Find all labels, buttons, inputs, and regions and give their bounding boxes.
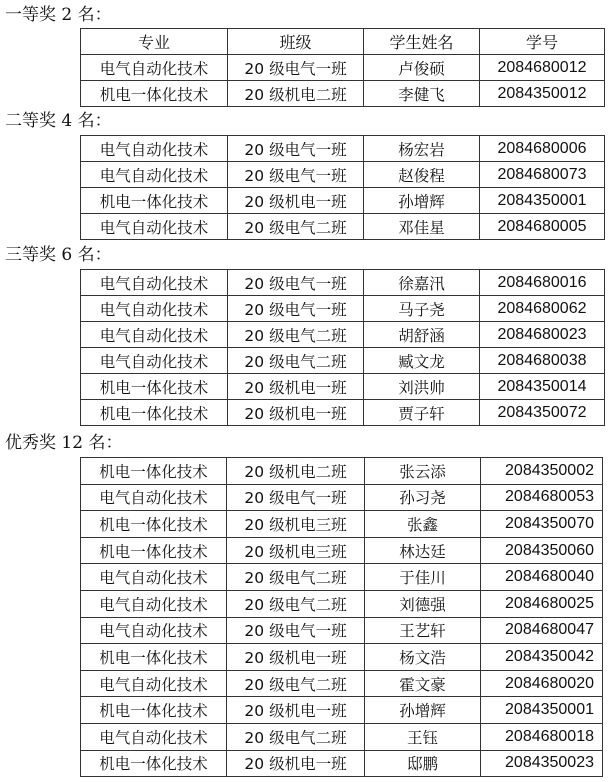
cell-class: 20 级机电一班 xyxy=(228,188,364,214)
column-header-class: 班级 xyxy=(228,29,364,55)
cell-student-id: 2084350014 xyxy=(480,374,605,400)
cell-student-id: 2084350072 xyxy=(480,400,605,426)
cell-major: 电气自动化技术 xyxy=(81,590,227,617)
column-header-student-name: 学生姓名 xyxy=(364,29,480,55)
cell-class: 20 级机电三班 xyxy=(227,537,365,564)
cell-student-id: 2084680018 xyxy=(481,723,603,750)
table-row xyxy=(81,400,605,426)
table-row xyxy=(81,458,603,485)
cell-class: 20 级机电一班 xyxy=(227,750,365,777)
cell-student-id: 2084350001 xyxy=(480,188,605,214)
table-row xyxy=(81,484,603,511)
table-row xyxy=(81,697,603,724)
cell-major: 电气自动化技术 xyxy=(81,617,227,644)
cell-class: 20 级电气一班 xyxy=(228,296,364,322)
cell-student-name: 孙增辉 xyxy=(365,697,481,724)
cell-major: 机电一体化技术 xyxy=(81,400,228,426)
cell-student-name: 卢俊硕 xyxy=(364,55,480,81)
table-row xyxy=(81,296,605,322)
cell-student-id: 2084680012 xyxy=(480,55,605,81)
third-prize-table xyxy=(80,269,605,426)
table-row xyxy=(81,723,603,750)
cell-student-name: 林达廷 xyxy=(365,537,481,564)
cell-major: 机电一体化技术 xyxy=(81,458,227,485)
cell-major: 机电一体化技术 xyxy=(81,644,227,671)
cell-student-name: 赵俊程 xyxy=(364,162,480,188)
cell-major: 电气自动化技术 xyxy=(81,484,227,511)
cell-major: 电气自动化技术 xyxy=(81,162,228,188)
cell-student-id: 2084680005 xyxy=(480,214,605,240)
table-row xyxy=(81,511,603,538)
table-row xyxy=(81,617,603,644)
cell-major: 机电一体化技术 xyxy=(81,750,227,777)
cell-class: 20 级机电一班 xyxy=(227,644,365,671)
cell-major: 电气自动化技术 xyxy=(81,564,227,591)
cell-student-id: 2084680020 xyxy=(481,670,603,697)
second-prize-table xyxy=(80,135,605,240)
cell-student-id: 2084680040 xyxy=(481,564,603,591)
cell-student-id: 2084680025 xyxy=(481,590,603,617)
table-row xyxy=(81,188,605,214)
merit-award-heading: 优秀奖 12 名： xyxy=(5,433,123,453)
column-header-major: 专业 xyxy=(81,29,228,55)
cell-student-name: 李健飞 xyxy=(364,81,480,107)
cell-major: 机电一体化技术 xyxy=(81,537,227,564)
cell-class: 20 级电气一班 xyxy=(227,617,365,644)
cell-student-id: 2084350042 xyxy=(481,644,603,671)
third-prize-heading: 三等奖 6 名： xyxy=(5,245,112,265)
cell-class: 20 级电气一班 xyxy=(227,484,365,511)
cell-student-id: 2084680006 xyxy=(480,136,605,162)
cell-student-name: 胡舒涵 xyxy=(364,322,480,348)
cell-class: 20 级机电三班 xyxy=(227,511,365,538)
table-row xyxy=(81,322,605,348)
cell-student-id: 2084350012 xyxy=(480,81,605,107)
cell-class: 20 级电气二班 xyxy=(228,348,364,374)
cell-student-id: 2084350001 xyxy=(481,697,603,724)
cell-class: 20 级机电二班 xyxy=(227,458,365,485)
cell-class: 20 级电气二班 xyxy=(227,564,365,591)
cell-student-name: 刘洪帅 xyxy=(364,374,480,400)
cell-major: 电气自动化技术 xyxy=(81,214,228,240)
cell-major: 机电一体化技术 xyxy=(81,511,227,538)
merit-award-table xyxy=(80,457,603,777)
cell-student-id: 2084680073 xyxy=(480,162,605,188)
column-header-student-id: 学号 xyxy=(480,29,605,55)
cell-class: 20 级机电一班 xyxy=(228,400,364,426)
table-row xyxy=(81,136,605,162)
cell-class: 20 级电气一班 xyxy=(228,270,364,296)
cell-class: 20 级机电一班 xyxy=(227,697,365,724)
table-header-row xyxy=(81,29,605,55)
cell-student-id: 2084680062 xyxy=(480,296,605,322)
table-row xyxy=(81,670,603,697)
cell-student-id: 2084680023 xyxy=(480,322,605,348)
cell-major: 机电一体化技术 xyxy=(81,374,228,400)
table-row xyxy=(81,537,603,564)
table-row xyxy=(81,214,605,240)
cell-major: 电气自动化技术 xyxy=(81,296,228,322)
cell-student-name: 马子尧 xyxy=(364,296,480,322)
cell-student-id: 2084350070 xyxy=(481,511,603,538)
cell-major: 机电一体化技术 xyxy=(81,697,227,724)
cell-student-id: 2084680016 xyxy=(480,270,605,296)
first-prize-heading: 一等奖 2 名： xyxy=(5,5,112,25)
cell-student-name: 张鑫 xyxy=(365,511,481,538)
table-row xyxy=(81,374,605,400)
cell-student-name: 霍文豪 xyxy=(365,670,481,697)
cell-student-id: 2084680047 xyxy=(481,617,603,644)
first-prize-table xyxy=(80,28,605,107)
cell-class: 20 级电气一班 xyxy=(228,55,364,81)
table-row xyxy=(81,348,605,374)
cell-major: 电气自动化技术 xyxy=(81,55,228,81)
cell-student-id: 2084350023 xyxy=(481,750,603,777)
cell-class: 20 级电气二班 xyxy=(227,670,365,697)
cell-student-id: 2084350002 xyxy=(481,458,603,485)
second-prize-heading: 二等奖 4 名： xyxy=(5,111,112,131)
table-row xyxy=(81,81,605,107)
cell-major: 电气自动化技术 xyxy=(81,348,228,374)
cell-class: 20 级电气二班 xyxy=(227,590,365,617)
cell-class: 20 级电气一班 xyxy=(228,136,364,162)
cell-student-name: 王钰 xyxy=(365,723,481,750)
cell-student-name: 邓佳星 xyxy=(364,214,480,240)
cell-student-name: 徐嘉汛 xyxy=(364,270,480,296)
cell-class: 20 级电气二班 xyxy=(228,322,364,348)
cell-student-name: 王艺轩 xyxy=(365,617,481,644)
cell-major: 机电一体化技术 xyxy=(81,188,228,214)
table-row xyxy=(81,590,603,617)
table-row xyxy=(81,644,603,671)
cell-student-name: 贾子轩 xyxy=(364,400,480,426)
cell-class: 20 级机电二班 xyxy=(228,81,364,107)
table-row xyxy=(81,162,605,188)
cell-student-name: 邸鹏 xyxy=(365,750,481,777)
cell-student-name: 刘德强 xyxy=(365,590,481,617)
cell-class: 20 级机电一班 xyxy=(228,374,364,400)
cell-major: 电气自动化技术 xyxy=(81,136,228,162)
cell-student-name: 孙增辉 xyxy=(364,188,480,214)
cell-class: 20 级电气二班 xyxy=(227,723,365,750)
cell-student-name: 孙习尧 xyxy=(365,484,481,511)
cell-student-name: 臧文龙 xyxy=(364,348,480,374)
cell-major: 电气自动化技术 xyxy=(81,270,228,296)
cell-major: 电气自动化技术 xyxy=(81,670,227,697)
cell-student-id: 2084680038 xyxy=(480,348,605,374)
cell-major: 机电一体化技术 xyxy=(81,81,228,107)
cell-major: 电气自动化技术 xyxy=(81,322,228,348)
cell-student-name: 杨宏岩 xyxy=(364,136,480,162)
table-row xyxy=(81,270,605,296)
cell-class: 20 级电气二班 xyxy=(228,214,364,240)
table-row xyxy=(81,750,603,777)
cell-student-id: 2084350060 xyxy=(481,537,603,564)
cell-student-id: 2084680053 xyxy=(481,484,603,511)
cell-student-name: 张云添 xyxy=(365,458,481,485)
table-row xyxy=(81,55,605,81)
cell-class: 20 级电气一班 xyxy=(228,162,364,188)
cell-major: 电气自动化技术 xyxy=(81,723,227,750)
cell-student-name: 于佳川 xyxy=(365,564,481,591)
cell-student-name: 杨文浩 xyxy=(365,644,481,671)
table-row xyxy=(81,564,603,591)
